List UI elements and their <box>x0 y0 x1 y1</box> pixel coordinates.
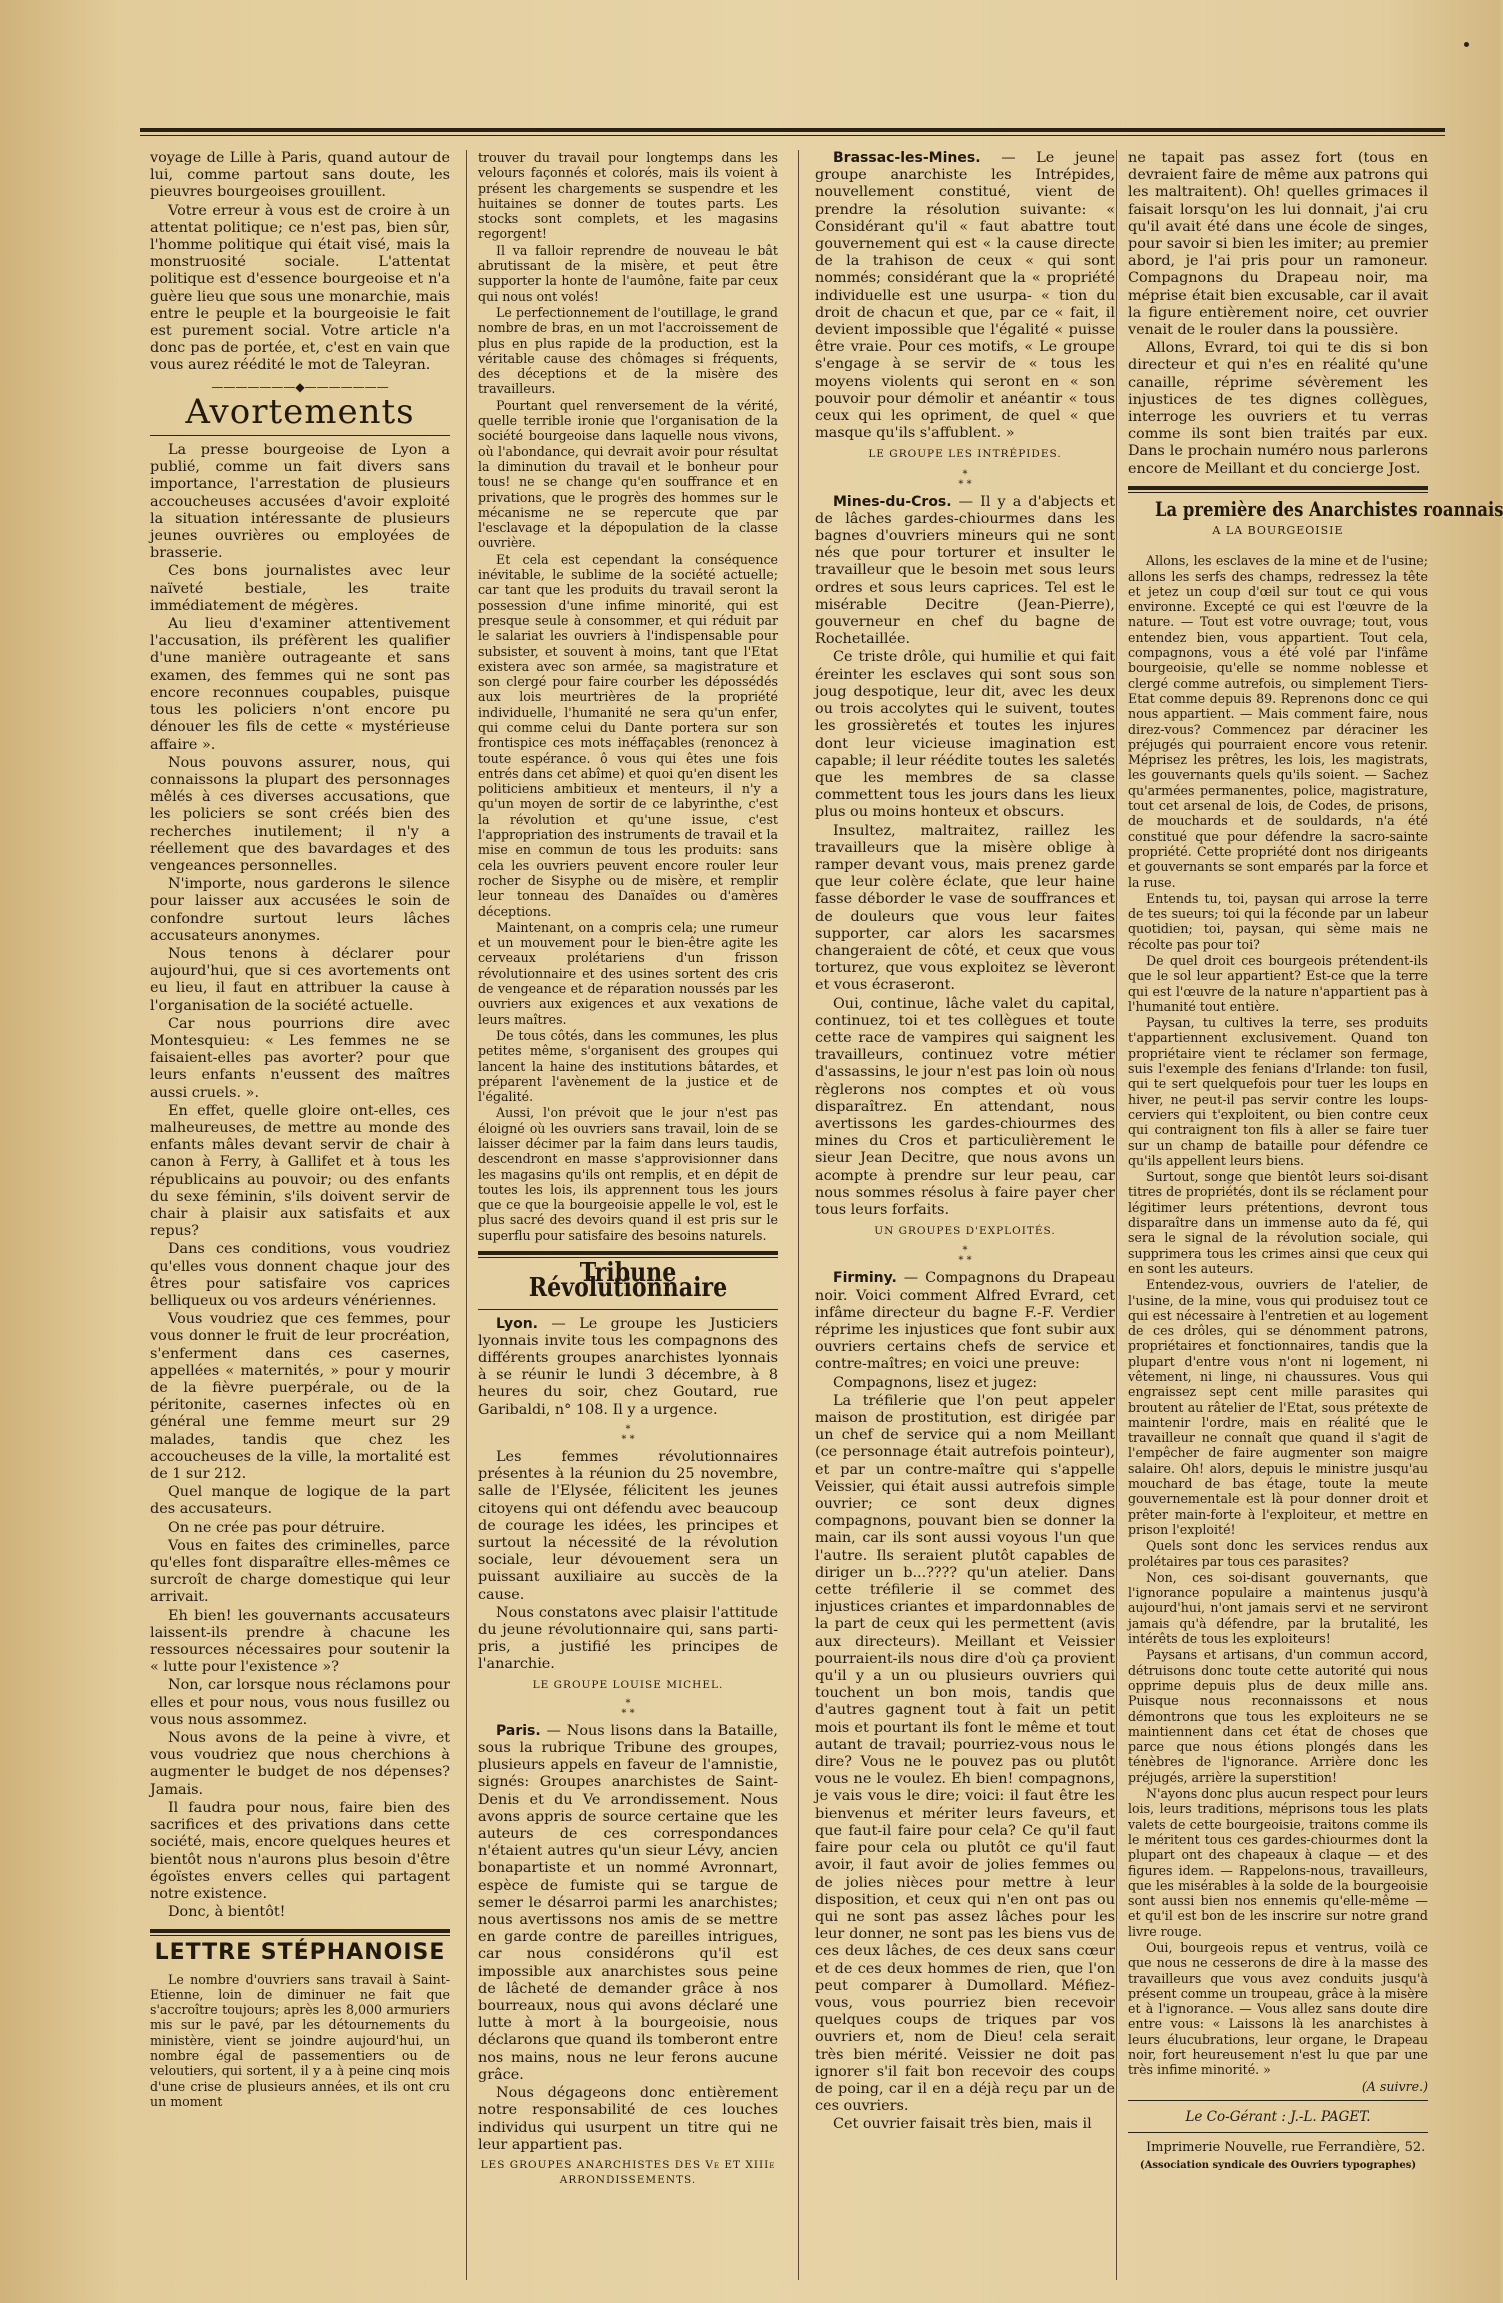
paragraph: On ne crée pas pour détruire. <box>168 1519 386 1536</box>
paragraph: Allons, les esclaves de la mine et de l'usine; allons les serfs des champs, redressez la tête et jetez un coup d'œil sur tout ce qui vous environne. Excepté ce qui est l'œuvre de la nature. — Tout est votre ouvrage; tout, vous entendez bien, vous appartient. Tout cela, compagnons, vous a été volé par l'infâme bourgeoisie, qu'elle se nomme noblesse et clergé comme autrefois, ou simplement Tiers-Etat comme depuis 89. Reprenons donc ce qui nous appartient. — Mais comment faire, nous direz-vous? Commencez par déraciner les préjugés qui pourraient encore vous retenir. Méprisez les prêtres, les lois, les magistrats, les gouvernants quels qu'ils soient. — Sachez qu'armées permanentes, police, magistrature, tout cet arsenal de lois, de Codes, de prisons, de mouchards et de souldards, n'a été constitué que pour défendre la sacro-sainte propriété. Cette propriété dont nos dirigeants et gouvernants se sont emparés par la force et la ruse. <box>1128 553 1428 890</box>
paragraph: voyage de Lille à Paris, quand autour de lui, comme partout sans doute, les pieuvres bourgeoises grouillent. <box>150 150 450 201</box>
paragraph: Dans ces conditions, vous voudriez qu'elles vous donnent chaque jour des êtres pour satisfaire vos caprices belliqueux ou vos ardeurs vénériennes. <box>150 1241 450 1309</box>
paragraph: Car nous pourrions dire avec Montesquieu: « Les femmes ne se faisaient-elles pas avorter? pour que leurs enfants n'eussent des maîtres aussi cruels. ». <box>150 1015 450 1101</box>
article-title: Avortements <box>185 391 415 432</box>
column-3 <box>815 150 1115 2135</box>
article-body <box>1128 553 1428 2094</box>
place-name: Paris. <box>496 1722 541 1739</box>
place-name: Lyon. <box>496 1315 538 1332</box>
paragraph: Le nombre d'ouvriers sans travail à Saint-Etienne, loin de diminuer ne fait que s'accroître toujours; après les 8,000 armuriers mis sur le pavé, par les détournements du ministère, vient se joindre aujourd'hui, un nombre égal de passementiers ou de veloutiers, qui sortent, il y a à peine cinq mois d'une crise de plusieurs années, et ils ont cru un moment <box>150 1971 450 2109</box>
column-1 <box>150 150 450 2110</box>
paragraph: Vous voudriez que ces femmes, pour vous donner le fruit de leur procréation, s'enferment dans ces casernes, appellées « maternités, » pour y mourir de la fièvre puerpérale, ou de la péritonite, casernes infectes où en général une femme meurt sur 29 malades, tandis que chez les accoucheuses de la ville, la mortalité est de 1 sur 212. <box>150 1311 450 1483</box>
news-text: — Nous lisons dans la Bataille, sous la rubrique Tribune des groupes, plusieurs appels en faveur de l'amnistie, signés: Groupes anarchistes de Saint-Denis et du Ve arrondissement. Nous avons appris de source certaine que les auteurs de ces correspondances n'étaient autres qu'un sieur Lévy, ancien bonapartiste et un nommé Avronnart, espèce de fumiste qui se targue de semer le désarroi parmi les anarchistes; nous avertissons nos amis de se mettre en garde contre de pareilles intrigues, car nous considérons qu'il est impossible aux anarchistes sous peine de lâcheté de demander grâce à nos bourreaux, nous qui avons déclaré une lutte à mort à la bourgeoisie, nous déclarons que quand ils tomberont entre nos mains, nous ne leur ferons aucune grâce. <box>478 1722 778 2083</box>
asterism: * * * <box>621 1423 635 1445</box>
paragraph: Entendez-vous, ouvriers de l'atelier, de l'usine, de la mine, vous qui produisez tout ce qui est nécessaire à l'entretien et au logement de ces drôles, qui se dénomment patrons, propriétaires et fonctionnaires, tandis que la plupart d'entre vous n'ont ni logement, ni vêtement, ni linge, ni chaussures. Vous qui engraissez sept cent mille parasites qui broutent au râtelier de l'Etat, sous prétexte de maintenir l'ordre, mais en réalité que le travailleur ne connaît que quand il s'agit de l'empêcher de faire augmenter son maigre salaire. Oh! alors, depuis le ministre jusqu'au mouchard de bas étage, toute la meute gouvernementale est là pour donner droit et prêter main-forte à l'exploiteur, et mettre en prison l'exploité! <box>1128 1277 1428 1537</box>
paragraph: N'ayons donc plus aucun respect pour leurs lois, leurs traditions, méprisons tous les plats valets de cette bourgeoisie, traitons comme ils le méritent tous ces gardes-chiourmes dont la plupart ont des chapeaux à claque — et des figures idem. — Rappelons-nous, travailleurs, que les misérables à la solde de la bourgeoisie sont aussi bien nos ennemis qu'elle-même — et qu'il est bon de les inscrire sur notre grand livre rouge. <box>1128 1786 1428 1939</box>
paragraph: Oui, continue, lâche valet du capital, continuez, toi et tes collègues et toute cette race de vampires qui saignent les travailleurs, continuez votre métier d'assassins, le jour n'est pas loin où nous règlerons nos comptes et où vous disparaîtrez. En attendant, nous avertissons les gardes-chiourmes des mines du Cros et particulièrement le sieur Jean Decitre, que nous avons un acompte à prendre sur leur peau, car nous sommes résolus à faire payer cher tous leurs forfaits. <box>815 995 1115 1218</box>
paragraph: Quels sont donc les services rendus aux prolétaires par tous ces parasites? <box>1128 1538 1428 1569</box>
paragraph: Donc, à bientôt! <box>168 1904 286 1921</box>
paragraph: Au lieu d'examiner attentivement l'accusation, ils préfèrent les qualifier d'une manière outrageante et sans examen, des femmes qui ne sont pas encore reconnues coupables, puisque tous les policiers n'ont encore pu dénouer les fils de cette « mystérieuse affaire ». <box>150 616 450 753</box>
paragraph: ne tapait pas assez fort (tous en devraient faire de même aux patrons qui les maltraitent). Oh! quelles grimaces il faisait lorsqu'on les lui donnait, j'ai cru qu'il avait été dans une école de singes, pour savoir si bien les imiter; au premier abord, je l'ai pris pour un ramoneur. Compagnons du Drapeau noir, ma méprise était bien excusable, car il avait la figure entièrement noire, cet ouvrier venait de le rouler dans la poussière. <box>1128 150 1428 339</box>
paragraph: Les femmes révolutionnaires présentes à la réunion du 25 novembre, salle de l'Elysée, félicitent les jeunes citoyens qui ont défendu avec beaucoup de courage les idées, les principes et surtout la nécessité de la révolution sociale, leur dévouement sera un puissant auxiliaire au succès de la cause. <box>478 1448 778 1603</box>
paragraph: Le perfectionnement de l'outillage, le grand nombre de bras, en un mot l'accroissement de plus en plus rapide de la production, est la véritable cause des chômages si fréquents, des déceptions et de la misère des travailleurs. <box>478 304 778 397</box>
paragraph: Nous avons de la peine à vivre, et vous voudriez que nous cherchions à augmenter le budget de nos dépenses? Jamais. <box>150 1730 450 1798</box>
place-name: Firminy. <box>833 1270 897 1287</box>
paragraph: Allons, Evrard, toi qui te dis si bon directeur et qui n'es en réalité qu'une canaille, réprime sévèrement les injustices de tes dignes collègues, interroge les ouvriers et tu verras comme ils sont bien traités par eux. Dans le prochain numéro nous parlerons encore de Meillant et du concierge Jost. <box>1128 340 1428 477</box>
place-name: Brassac-les-Mines. <box>833 150 981 166</box>
divider <box>150 1929 450 1933</box>
to-be-continued: (A suivre.) <box>1361 2078 1428 2094</box>
divider <box>150 435 450 436</box>
paragraph: Entends tu, toi, paysan qui arrose la terre de tes sueurs; toi qui la féconde par un labeur quotidien; toi, paysan, qui sème mais ne récolte pas pour toi? <box>1128 890 1428 952</box>
paragraph: Compagnons, lisez et jugez: <box>833 1374 1038 1391</box>
news-text: — Le groupe les Justiciers lyonnais invite tous les compagnons des différents groupes anarchistes lyonnais à se réunir le lundi 3 décembre, à 8 heures du soir, chez Goutard, rue Garibaldi, n° 108. Il y a urgence. <box>478 1315 778 1418</box>
place-name: Mines-du-Cros. <box>833 493 952 510</box>
divider <box>150 1935 450 1936</box>
signature: UN GROUPES D'EXPLOITÉS. <box>874 1225 1056 1238</box>
signature: LES GROUPES ANARCHISTES DES Ve ET XIIIe ARRONDISSEMENTS. <box>480 2158 776 2187</box>
divider <box>478 1251 778 1255</box>
news-item-cros <box>815 494 1115 649</box>
paragraph: trouver du travail pour longtemps dans les velours façonnés et colorés, mais ils voient à présent les chargements se suspendre et les huitaines se donner de toutes parts. Les stocks sont complets, et les magasins regorgent! <box>478 150 778 242</box>
news-text: — Il y a d'abjects et de lâches gardes-chiourmes dans les bagnes d'ouvriers mineurs qui ne sont nés que pour torturer et insulter le travailleur que le besoin met sous leurs ordres et sous leurs caprices. Tel est le misérable Decitre (Jean-Pierre), gouverneur en chef du bagne de Rochetaillée. <box>815 493 1115 648</box>
paragraph: Votre erreur à vous est de croire à un attentat politique; ce n'est pas, bien sûr, l'homme politique qui était visé, mais la monstruosité sociale. L'attentat politique est d'essence bourgeoise et n'a guère lieu que sous une monarchie, mais entre le peuple et la bourgeoisie le fait est purement social. Votre article n'a donc pas de portée, et, c'est en vain que vous aurez réédité le mot de Taleyran. <box>150 202 450 374</box>
paragraph: La tréfilerie que l'on peut appeler maison de prostitution, est dirigée par un chef de service qui a nom Meillant (ce personnage était autrefois pointeur), et par un contre-maître qui s'appelle Veissier, qui était aussi autrefois simple ouvrier; ce sont deux dignes compagnons, pouvant bien se donner la main, car ils sont aussi voyous l'un que l'autre. Ils seraient plutôt capables de diriger un b...???? qu'un atelier. Dans cette tréfilerie il se commet des injustices criantes et impardonnables de la part de ceux qui les permettent (avis aux directeurs). Meillant et Veissier pourraient-ils nous dire d'où ça provient qu'il y a un ou plusieurs ouvriers qui touchent un bon mois, tandis que d'autres gagnent tout à fait un petit mois et pourtant ils font le même et tout autant de travail; pourriez-vous nous le dire? Vous ne le pouvez pas ou plutôt vous ne le voulez. Eh bien! compagnons, je vais vous le dire; voici: il faut être les bienvenus et mériter leurs faveurs, et que faut-il faire pour cela? Ce qu'il faut faire pour cela ou plutôt ce qu'il faut avoir, il faut avoir de jolies femmes ou de jolies nièces pour mettre à leur disposition, et ceux qui n'en ont pas ou qui ne sont pas assez lâches pour les leur donner, ne sont pas les biens vus de ces deux lâches, de ces deux sans cœur et de ces deux hommes de rien, que l'on peut comparer à Dumollard. Méfiez-vous, vous pourriez bien recevoir quelques coups de triques par vos ouvriers et, nom de Dieu! cela serait très bien mérité. Veissier ne doit pas ignorer s'il fait bon recevoir des coups de poing, car il en a déjà reçu par un de ces ouvriers. <box>815 1392 1115 2115</box>
asterism: * * * <box>621 1697 635 1719</box>
column-rule <box>1116 150 1117 2280</box>
paragraph: Non, ces soi-disant gouvernants, que l'ignorance populaire a maintenus jusqu'à aujourd'hui, n'ont jamais servi et ne serviront jamais qu'à défendre, par la brutalité, les intérêts de tous les exploiteurs! <box>1128 1569 1428 1647</box>
paragraph: Quel manque de logique de la part des accusateurs. <box>150 1484 450 1518</box>
paragraph: Maintenant, on a compris cela; une rumeur et un mouvement pour le bien-être agite les cerveaux prolétariens d'un frisson révolutionnaire et des usines sortent des cris de vengeance et de réparation noussés par les ouvriers aux exigences et aux vexations de leurs maîtres. <box>478 919 778 1027</box>
paragraph: Ces bons journalistes avec leur naïveté bestiale, les traite immédiatement de mégères. <box>150 563 450 614</box>
paragraph: Il faudra pour nous, faire bien des sacrifices et des privations dans cette société, mais, encore quelques heures et bientôt nous n'aurons plus besoin d'être égoïstes envers celles qui partagent notre existence. <box>150 1799 450 1902</box>
divider <box>1128 486 1428 490</box>
paragraph: Aussi, l'on prévoit que le jour n'est pas éloigné où les ouvriers sans travail, loin de se laisser décimer par la faim dans leurs taudis, descendront en masse s'approvisionner dans les magasins qu'ils ont remplis, et en dépit de toutes les lois, ils apprennent tous les jours que ce que la bourgeoisie appelle le vol, est le plus sacré des devoirs quand il est pris sur le superflu pour satisfaire des besoins naturels. <box>478 1105 778 1243</box>
paragraph: Oui, bourgeois repus et ventrus, voilà ce que nous ne cesserons de dire à la masse des travailleurs que vous avez conduits jusqu'à présent comme un troupeau, grâce à la misère et à l'ignorance. — Vous allez sans doute dire entre vous: « Laissons là les anarchistes à leurs élucubrations, leur organe, le Drapeau noir, fort heureusement n'est lu que par une très infime minorité. » <box>1128 1939 1428 2078</box>
paragraph: De tous côtés, dans les communes, les plus petites même, s'organisent des groupes qui lancent la haine des institutions bâtardes, et préparent l'avènement de la justice et de l'égalité. <box>478 1027 778 1105</box>
paragraph: Eh bien! les gouvernants accusateurs laissent-ils prendre à chacune les ressources nécessaires pour soutenir la « lutte pour l'existence »? <box>150 1607 450 1676</box>
asterism: * * * <box>958 1245 972 1267</box>
paragraph: Nous dégageons donc entièrement notre responsabilité de ces louches individus qui usurpent un titre qui ne leur appartient pas. <box>478 2085 778 2153</box>
article-title: LETTRE STÉPHANOISE <box>154 1940 446 1966</box>
paragraph: Il va falloir reprendre de nouveau le bât abrutissant de la misère, et peut être supporter la honte de l'aumône, faite par ceux qui nous ont volés! <box>478 242 778 304</box>
divider <box>1128 2100 1428 2101</box>
paragraph: Non, car lorsque nous réclamons pour elles et pour nous, vous nous fusillez ou vous nous assommez. <box>150 1677 450 1728</box>
paragraph: Nous constatons avec plaisir l'attitude du jeune révolutionnaire qui, sans parti-pris, a justifié les principes de l'anarchie. <box>478 1604 778 1673</box>
paragraph: Surtout, songe que bientôt leurs soi-disant titres de propriétés, dont ils se réclament pour légitimer leurs prétentions, devront tous disparaître dans un immense auto da fé, qui sera le signal de la révolution sociale, qui supprimera tous les crimes ainsi que ceux qui en sont les auteurs. <box>1128 1169 1428 1276</box>
article-title: La première des Anarchistes roannais <box>1155 496 1503 521</box>
column-2 <box>478 150 778 2195</box>
ink-dot <box>1464 42 1469 47</box>
news-item-lyon <box>478 1316 778 1419</box>
printer-subline: (Association syndicale des Ouvriers typographes) <box>1139 2160 1417 2172</box>
separator-diamond: ———————◆——————— <box>211 379 389 394</box>
top-rule-thin <box>140 135 1445 136</box>
manager-signature: Le Co-Gérant : J.-L. PAGET. <box>1185 2108 1371 2125</box>
subtitle: A LA BOURGEOISIE <box>1212 524 1344 538</box>
paragraph: N'importe, nous garderons le silence pour laisser aux accusées le soin de confondre surtout leurs lâches accusateurs anonymes. <box>150 876 450 944</box>
divider <box>478 1309 778 1310</box>
signature: LE GROUPE LES INTRÉPIDES. <box>868 448 1062 461</box>
divider <box>1128 492 1428 493</box>
paragraph: La presse bourgeoise de Lyon a publié, comme un fait divers sans importance, l'arrestation de plusieurs accoucheuses accusées d'avoir exploité la situation intéressante de plusieurs jeunes ouvrières ou employées de brasserie. <box>150 442 450 562</box>
paragraph: Paysans et artisans, d'un commun accord, détruisons donc toute cette autorité qui nous opprime depuis plus de deux mille ans. Puisque nous reconnaissons et nous démontrons que tous les exploiteurs ne se maintiennent dans cet état de choses que parce que nous étions plongés dans les ténèbres de l'ignorance. Arrière donc les préjugés, arrière la superstition! <box>1128 1647 1428 1785</box>
paragraph: Insultez, maltraitez, raillez les travailleurs que la misère oblige à ramper devant vous, mais prenez garde que leur colère éclate, que leur haine fasse déborder le vase de souffrances et de douleurs que vous leur faites supporter, car alors les sacarsmes changeraient de côté, et ceux que vous torturez, que vous exploitez se lèveront et vous écraseront. <box>815 822 1115 994</box>
section-title: Tribune Révolutionnaire <box>528 1258 728 1304</box>
news-text: — Compagnons du Drapeau noir. Voici comment Alfred Evrard, cet infâme directeur du bagne F.-F. Verdier réprime les injustices que font subir aux ouvriers certains chefs de service et contre-maîtres; en voici une preuve: <box>815 1270 1115 1373</box>
paragraph: Nous pouvons assurer, nous, qui connaissons la plupart des personnages mêlés à ces diverses accusations, que les policiers se sont créés bien des recherches inutilement; il n'y a réellement que des bavardages et des vengeances personnelles. <box>150 754 450 874</box>
news-item-brassac <box>815 150 1115 442</box>
paragraph: Pourtant quel renversement de la vérité, quelle terrible ironie que l'organisation de la société bourgeoise dans laquelle nous vivons, où l'abondance, qui devrait avoir pour résultat la diminution du travail et le bonheur pour tous! ne se change qu'en souffrance et en privations, que le progrès des hommes sur le mécanisme ne se repercute que par l'esclavage et la dépopulation de la classe ouvrière. <box>478 397 778 551</box>
column-rule <box>798 150 799 2280</box>
column-rule <box>466 150 467 2280</box>
asterism: * * * <box>958 468 972 490</box>
column-4 <box>1128 150 1503 2175</box>
news-text: — Le jeune groupe anarchiste les Intrépides, nouvellement constitué, vient de prendre la résolution suivante: « Considérant qu'il « faut abattre tout gouvernement qui est « la cause directe de la trahison de ceux « qui sont nommés; considérant que la « propriété individuelle est une usurpa- « tion du droit de chacun et que, par ce « fait, il devient impossible que l'égalité « puisse être vraie. Pour ces motifs, « Le groupe s'engage à se servir de « tous les moyens violents qui seront en « son pouvoir pour démolir et anéantir « tous ceux qui les opriment, de quel « que masque qu'ils s'affublent. » <box>815 150 1115 442</box>
paragraph: Et cela est cependant la conséquence inévitable, le sublime de la société actuelle; car tant que les produits du travail seront la possession d'une infime minorité, qui est presque seule à consommer, et qui réduit par le salariat les ouvriers à l'indispensable pour subsister, et souvent à moins, tant que l'Etat existera avec son armée, sa magistrature et son clergé pour faire courber les dépossédés aux lois meurtrières de la propriété individuelle, l'humanité ne sera qu'un enfer, qui comme celui du Dante portera sur son frontispice ces mots inéffaçables (renoncez à toute espérance. ô vous qui êtes une fois entrés dans cet abîme) et quoi qu'en disent les politiciens ambitieux et menteurs, il n'y a qu'un moyen de sortir de ce labyrinthe, c'est la révolution et qu'une issue, c'est l'appropriation des instruments de travail et la mise en commun de tous les produits: sans cela les ouvriers peuvent encore rouler leur rocher de Sisyphe ou de misère, et remplir leur tonneau des Danaïdes ou d'amères déceptions. <box>478 551 778 919</box>
paragraph: Paysan, tu cultives la terre, ses produits t'appartiennent exclusivement. Quand ton propriétaire vient te réclamer son fermage, suis l'exemple des fenians d'Irlande: ton fusil, qui te sert quelquefois pour tuer les loups en hiver, ne peut-il pas servir contre les loups-cerviers qui t'exploitent, ou bien contre ceux qui contraignent ton fils à aller se faire tuer sur un champ de bataille pour défendre ce qu'ils appellent leurs biens. <box>1128 1015 1428 1168</box>
signature: LE GROUPE LOUISE MICHEL. <box>532 1678 724 1691</box>
paragraph: Ce triste drôle, qui humilie et qui fait éreinter les esclaves qui sont sous son joug despotique, leur dit, avec les deux ou trois accolytes qui le suivent, toutes les grossièretés et toutes les injures dont leur vicieuse imagination est capable; il leur réédite toutes les saletés que les membres de sa classe commettent tous les jours dans les lieux plus ou moins honteux et obscurs. <box>815 649 1115 821</box>
divider <box>1128 2132 1428 2133</box>
news-item-firminy <box>815 1270 1115 1373</box>
news-item-paris <box>478 1723 778 2084</box>
paragraph: Cet ouvrier faisait très bien, mais il <box>833 2116 1092 2133</box>
paragraph: Nous tenons à déclarer pour aujourd'hui, que si ces avortements ont eu lieu, il faut en attribuer la cause à l'organisation de la société actuelle. <box>150 945 450 1014</box>
paragraph: De quel droit ces bourgeois prétendent-ils que le sol leur appartient? Est-ce que la terre qui est l'œuvre de la nature n'appartient pas à l'humanité tout entière. <box>1128 952 1428 1014</box>
paragraph: Vous en faites des criminelles, parce qu'elles font disparaître elles-mêmes ce surcroît de charge domestique qui leur arrivait. <box>150 1537 450 1606</box>
printer-line: Imprimerie Nouvelle, rue Ferrandière, 52. <box>1146 2140 1426 2156</box>
paragraph: En effet, quelle gloire ont-elles, ces malheureuses, de mettre au monde des enfants mâles devant servir de chair à canon à Ferry, à Gallifet et à tous les républicains au pouvoir; ou des enfants du sexe féminin, s'ils doivent servir de chair à plaisir aux satisfaits et aux repus? <box>150 1102 450 1240</box>
top-rule <box>140 128 1445 132</box>
